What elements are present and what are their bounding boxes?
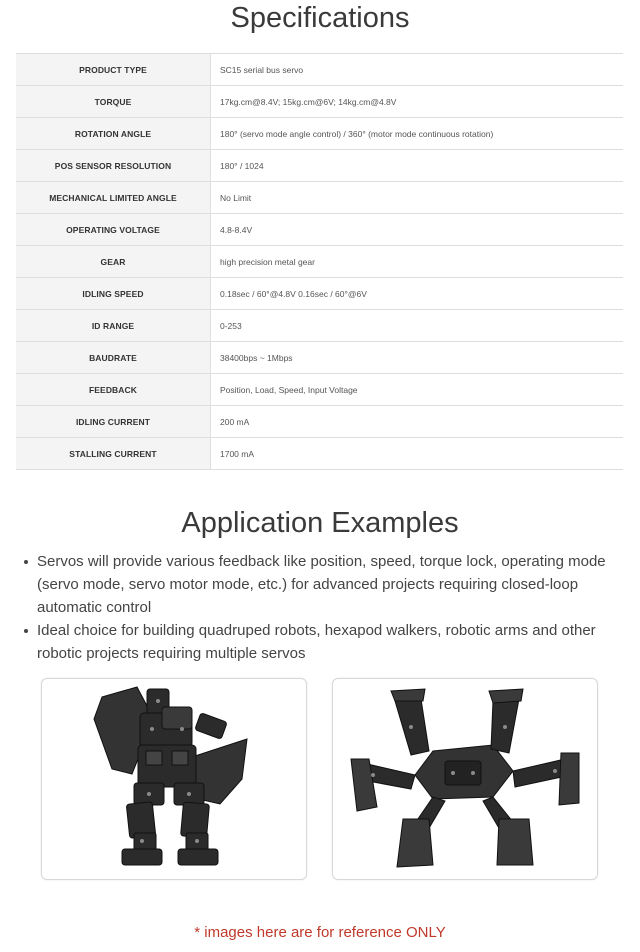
spec-row [16, 246, 623, 278]
bullet-dot-icon [24, 629, 28, 633]
application-bullet-list [18, 550, 628, 665]
hexapod-robot-icon [333, 679, 597, 879]
spec-label: PRODUCT TYPE [16, 54, 211, 86]
spec-label: FEEDBACK [16, 374, 211, 406]
spec-label: ID RANGE [16, 310, 211, 342]
spec-row [16, 214, 623, 246]
spec-row [16, 118, 623, 150]
biped-robot-image [41, 678, 307, 880]
spec-label: ROTATION ANGLE [16, 118, 211, 150]
spec-value: 0-253 [211, 310, 624, 342]
spec-label: POS SENSOR RESOLUTION [16, 150, 211, 182]
spec-label: IDLING SPEED [16, 278, 211, 310]
spec-label: OPERATING VOLTAGE [16, 214, 211, 246]
spec-value: 180° / 1024 [211, 150, 624, 182]
bullet-text: Servos will provide various feedback like position, speed, torque lock, operating mode (servo mode, servo motor mode, etc.) for advanced projects requiring closed-loop automatic control [37, 553, 606, 616]
spec-value: 17kg.cm@8.4V; 15kg.cm@6V; 14kg.cm@4.8V [211, 86, 624, 118]
spec-value: 0.18sec / 60°@4.8V 0.16sec / 60°@6V [211, 278, 624, 310]
spec-label: IDLING CURRENT [16, 406, 211, 438]
spec-value: 200 mA [211, 406, 624, 438]
biped-robot-icon [42, 679, 306, 879]
spec-row [16, 86, 623, 118]
spec-value: high precision metal gear [211, 246, 624, 278]
spec-value: No Limit [211, 182, 624, 214]
spec-value: SC15 serial bus servo [211, 54, 624, 86]
bullet-item [18, 619, 628, 665]
spec-row [16, 438, 623, 470]
spec-row [16, 278, 623, 310]
reference-note: * images here are for reference ONLY [194, 924, 446, 941]
spec-row [16, 54, 623, 86]
spec-row [16, 182, 623, 214]
spec-row [16, 150, 623, 182]
bullet-text: Ideal choice for building quadruped robots, hexapod walkers, robotic arms and other robotic projects requiring multiple servos [37, 622, 596, 662]
hexapod-robot-image [332, 678, 598, 880]
spec-row [16, 406, 623, 438]
spec-value: 180° (servo mode angle control) / 360° (motor mode continuous rotation) [211, 118, 624, 150]
spec-label: BAUDRATE [16, 342, 211, 374]
spec-value: 38400bps ~ 1Mbps [211, 342, 624, 374]
spec-label: STALLING CURRENT [16, 438, 211, 470]
spec-label: MECHANICAL LIMITED ANGLE [16, 182, 211, 214]
spec-label: TORQUE [16, 86, 211, 118]
spec-row [16, 310, 623, 342]
spec-label: GEAR [16, 246, 211, 278]
specifications-table [16, 53, 623, 470]
spec-value: Position, Load, Speed, Input Voltage [211, 374, 624, 406]
bullet-dot-icon [24, 560, 28, 564]
bullet-item [18, 550, 628, 619]
spec-value: 1700 mA [211, 438, 624, 470]
specifications-title: Specifications [230, 2, 410, 34]
spec-row [16, 342, 623, 374]
spec-row [16, 374, 623, 406]
spec-value: 4.8-8.4V [211, 214, 624, 246]
application-examples-title: Application Examples [181, 507, 459, 539]
